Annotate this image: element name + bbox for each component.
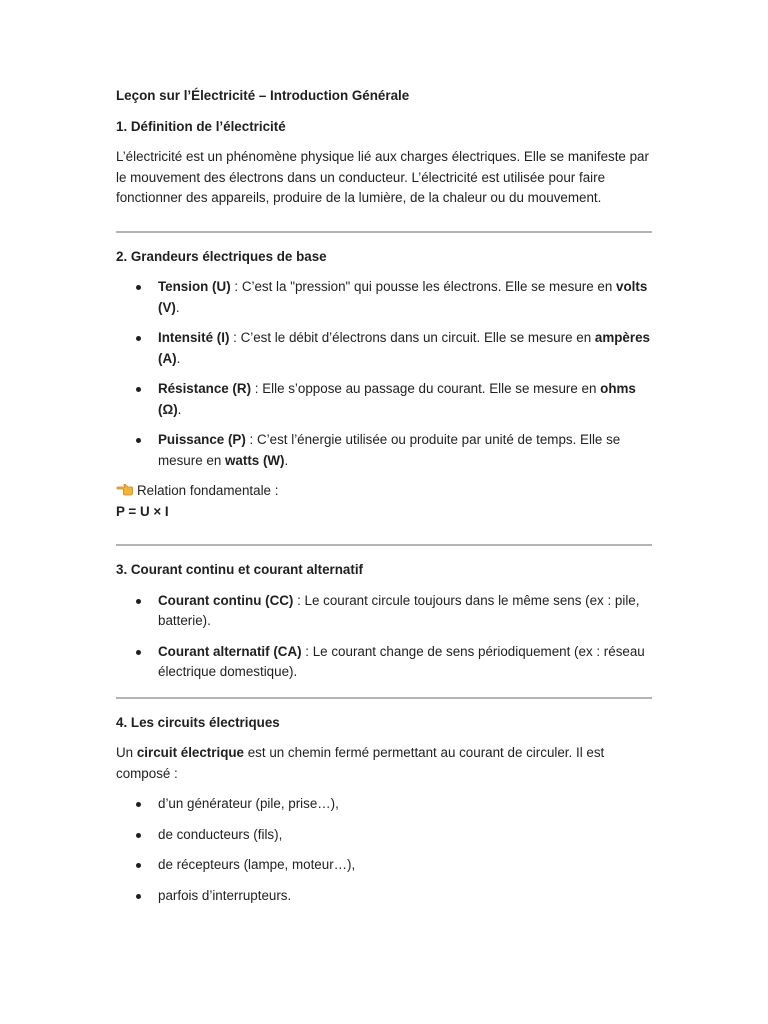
quantity-term: Puissance (P) bbox=[158, 432, 246, 447]
list-item bbox=[116, 430, 652, 471]
quantity-term: Tension (U) bbox=[158, 279, 231, 294]
component-text: parfois d’interrupteurs. bbox=[158, 887, 292, 903]
section-4-heading: 4. Les circuits électriques bbox=[116, 714, 280, 730]
section-4-intro bbox=[116, 743, 652, 784]
pointing-hand-icon bbox=[116, 483, 133, 496]
bullet-icon bbox=[136, 438, 141, 443]
current-text: : Le courant change de sens périodiquement (ex : réseau électrique domestique). bbox=[158, 643, 645, 679]
section-3-heading: 3. Courant continu et courant alternatif bbox=[116, 562, 364, 577]
intro-after: est un chemin fermé permettant au courant de circuler. Il est composé : bbox=[116, 745, 605, 781]
quantity-unit: volts (V) bbox=[158, 279, 648, 315]
quantity-text: : C’est l’énergie utilisée ou produite par unité de temps. Elle se mesure en bbox=[158, 432, 621, 468]
component-text: de récepteurs (lampe, moteur…), bbox=[158, 857, 356, 872]
bullet-icon bbox=[136, 599, 141, 604]
quantity-unit: ohms (Ω) bbox=[158, 381, 636, 417]
component-text: d’un générateur (pile, prise…), bbox=[158, 796, 339, 811]
quantity-text: : Elle s’oppose au passage du courant. Elle se mesure en bbox=[251, 381, 601, 396]
quantity-end: . bbox=[284, 452, 289, 468]
bullet-icon bbox=[136, 336, 141, 341]
list-item bbox=[116, 886, 652, 907]
intro-term: circuit électrique bbox=[136, 745, 245, 760]
quantity-end: . bbox=[177, 401, 182, 417]
circuit-components-list bbox=[116, 794, 652, 906]
list-item bbox=[116, 825, 652, 846]
section-2-heading: 2. Grandeurs électriques de base bbox=[116, 248, 327, 264]
list-item bbox=[116, 277, 652, 318]
bullet-icon bbox=[136, 387, 141, 392]
quantity-end: . bbox=[175, 299, 180, 315]
quantity-text: : C’est la "pression" qui pousse les électrons. Elle se mesure en bbox=[230, 279, 617, 294]
section-divider bbox=[116, 697, 652, 699]
list-item bbox=[116, 328, 652, 369]
document-title: Leçon sur l’Électricité – Introduction Générale bbox=[116, 88, 410, 103]
current-types-list bbox=[116, 591, 652, 683]
list-item bbox=[116, 855, 652, 876]
lesson-document bbox=[116, 86, 652, 916]
quantity-unit: watts (W) bbox=[225, 452, 285, 468]
list-item bbox=[116, 642, 652, 683]
component-text: de conducteurs (fils), bbox=[158, 826, 283, 842]
bullet-icon bbox=[136, 894, 141, 899]
relation-label: Relation fondamentale : bbox=[137, 483, 279, 498]
section-1-heading: 1. Définition de l’électricité bbox=[116, 118, 286, 134]
current-term: Courant continu (CC) bbox=[158, 592, 294, 608]
bullet-icon bbox=[136, 802, 141, 807]
quantities-list bbox=[116, 277, 652, 471]
bullet-icon bbox=[136, 833, 141, 838]
quantity-end: . bbox=[176, 350, 181, 366]
intro-before: Un bbox=[116, 745, 137, 760]
quantity-unit: ampères (A) bbox=[158, 330, 650, 366]
list-item bbox=[116, 379, 652, 420]
section-divider bbox=[116, 544, 652, 546]
quantity-term: Résistance (R) bbox=[158, 381, 252, 396]
quantity-text: : C’est le débit d’électrons dans un circuit. Elle se mesure en bbox=[229, 330, 595, 345]
bullet-icon bbox=[136, 863, 141, 868]
current-text: : Le courant circule toujours dans le même sens (ex : pile, batterie). bbox=[158, 592, 640, 628]
section-1-paragraph: L’électricité est un phénomène physique lié aux charges électriques. Elle se manifeste par le mouvement des électrons dans un conducteur. L’électricité est utilisée pour faire fonctionner des appareils, produire de la lumière, de la chaleur ou du mouvement. bbox=[116, 149, 649, 205]
list-item bbox=[116, 794, 652, 815]
bullet-icon bbox=[136, 650, 141, 655]
bullet-icon bbox=[136, 285, 141, 290]
fundamental-relation bbox=[116, 481, 652, 522]
quantity-term: Intensité (I) bbox=[158, 330, 230, 345]
current-term: Courant alternatif (CA) bbox=[158, 643, 302, 659]
formula: P = U × I bbox=[116, 503, 169, 519]
list-item bbox=[116, 591, 652, 632]
section-divider bbox=[116, 231, 652, 233]
